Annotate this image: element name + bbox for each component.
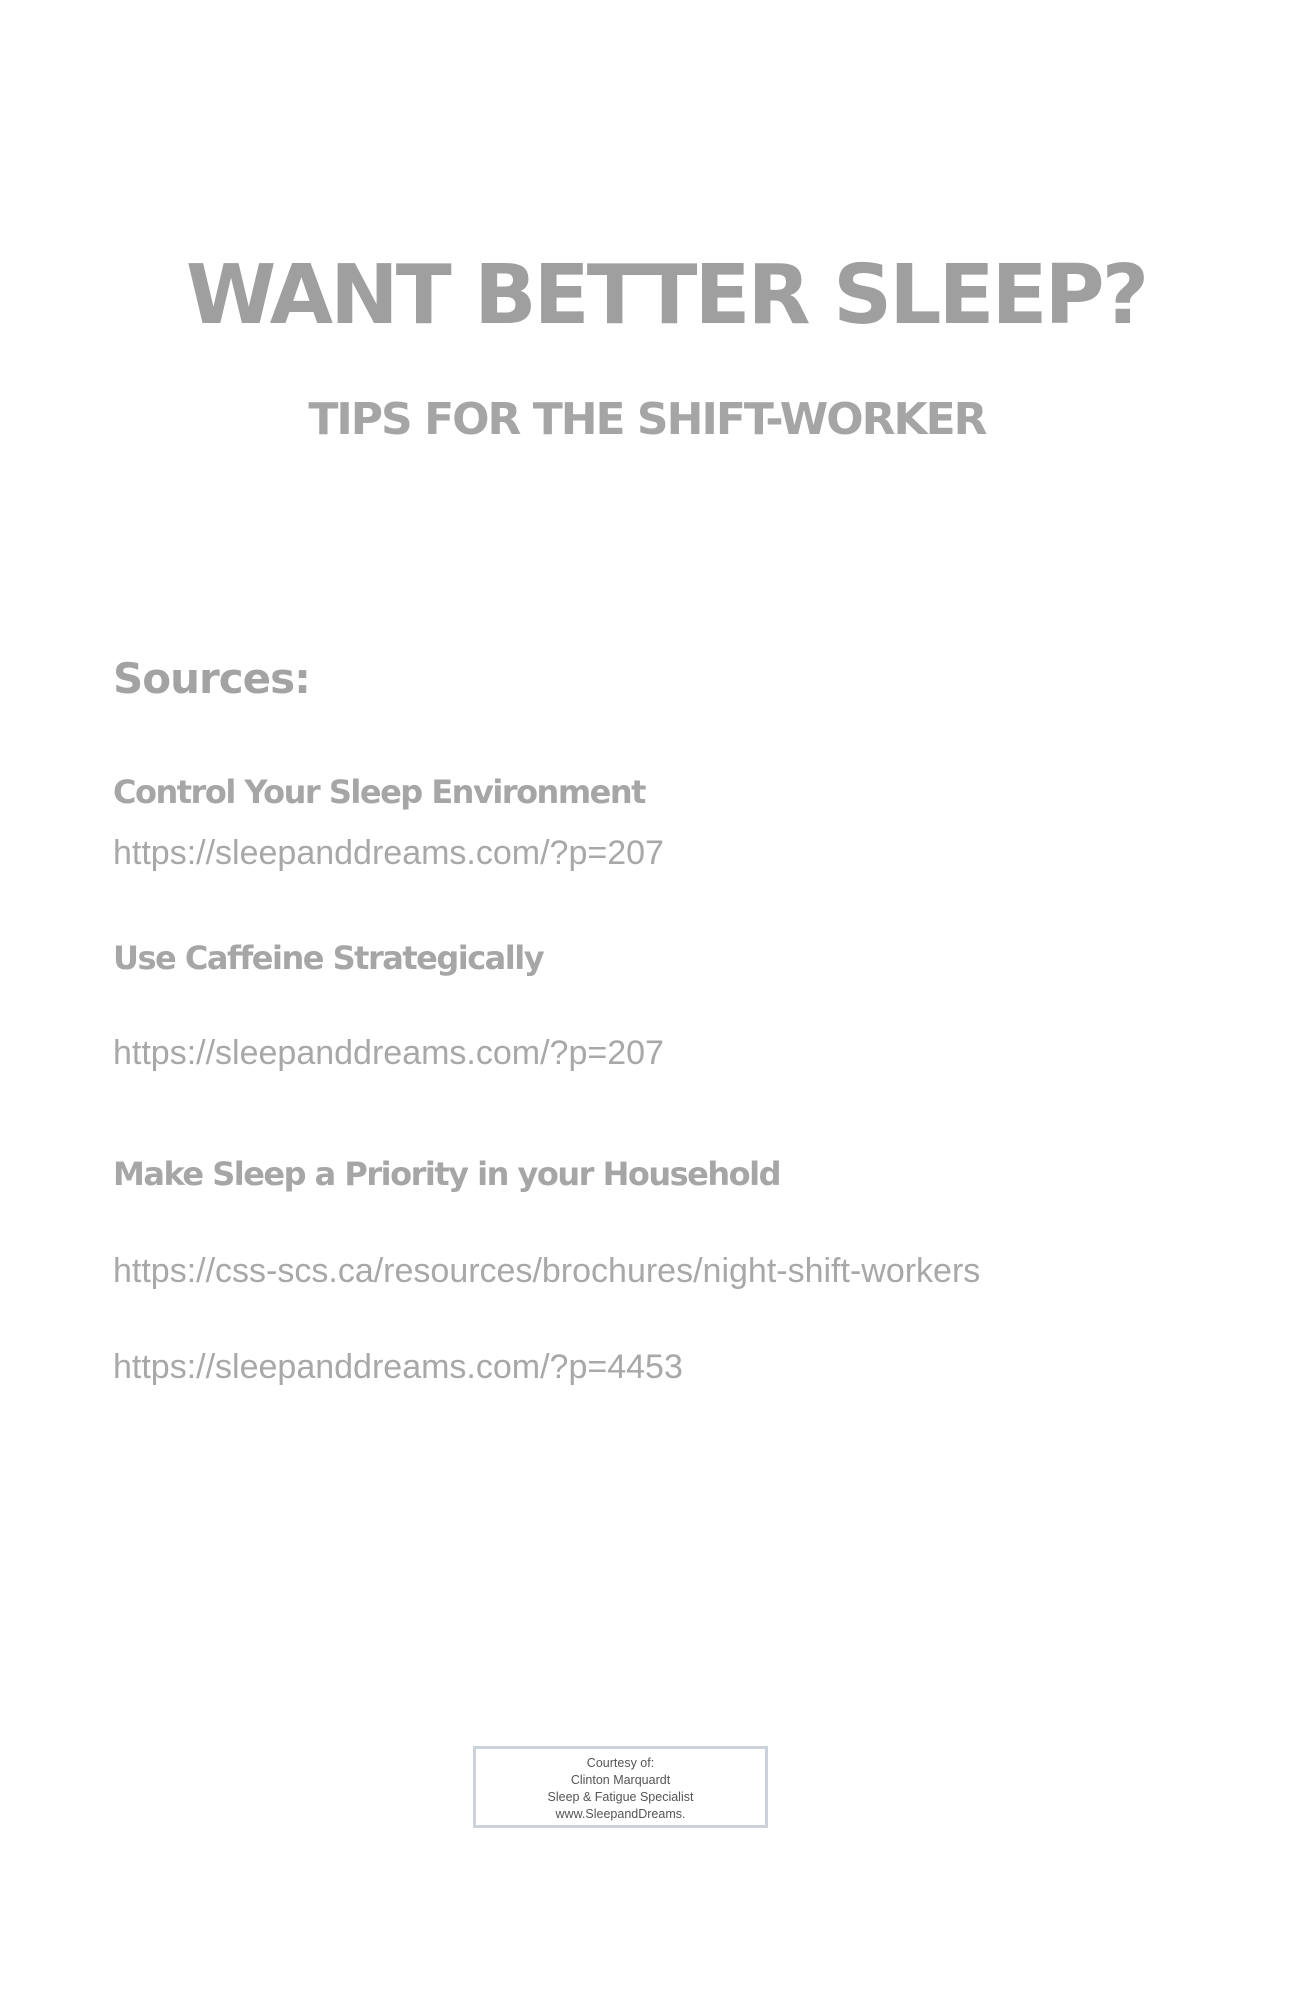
sources-heading: Sources: xyxy=(113,654,310,703)
section-title-sleep-environment: Control Your Sleep Environment xyxy=(113,773,645,811)
source-link[interactable]: https://css-scs.ca/resources/brochures/night-shift-workers xyxy=(113,1252,981,1290)
courtesy-website: www.SleepandDreams. xyxy=(555,1807,686,1821)
page-subtitle: TIPS FOR THE SHIFT-WORKER xyxy=(308,394,986,445)
section-title-household: Make Sleep a Priority in your Household xyxy=(113,1155,781,1193)
courtesy-box xyxy=(473,1746,768,1828)
section-title-caffeine: Use Caffeine Strategically xyxy=(113,939,544,977)
courtesy-role: Sleep & Fatigue Specialist xyxy=(547,1790,694,1804)
source-link[interactable]: https://sleepanddreams.com/?p=207 xyxy=(113,834,664,872)
courtesy-label: Courtesy of: xyxy=(586,1756,655,1770)
source-link[interactable]: https://sleepanddreams.com/?p=207 xyxy=(113,1034,664,1072)
page-title: WANT BETTER SLEEP? xyxy=(185,248,1147,343)
source-link[interactable]: https://sleepanddreams.com/?p=4453 xyxy=(113,1348,683,1386)
courtesy-author: Clinton Marquardt xyxy=(570,1773,671,1787)
